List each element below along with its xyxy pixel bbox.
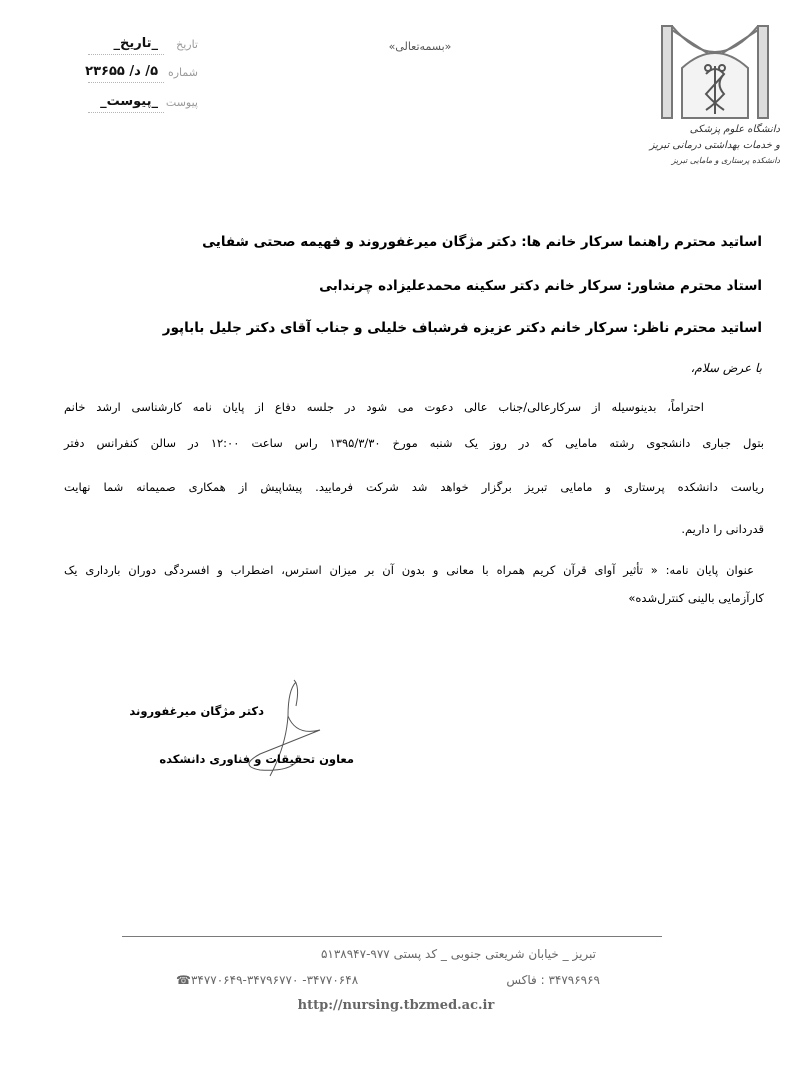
book-emblem-icon	[648, 18, 786, 128]
thesis-line: عنوان پایان نامه: « تأثیر آوای قرآن کریم همراه با معانی و بدون آن بر میزان استرس، اضطراب و افسردگی دوران بارداری یک	[64, 563, 754, 577]
body-line: قدردانی را داریم.	[681, 522, 764, 536]
footer-fax: ۳۴۷۹۶۹۶۹ : فاکس	[506, 973, 600, 987]
addressee-supervisors: اساتید محترم راهنما سرکار خانم ها: دکتر مژگان میرغفوروند و فهیمه صحتی شفایی	[202, 234, 762, 250]
footer-phones: ۳۴۷۷۰۶۴۸- ۳۴۷۷۰۶۴۹-۳۴۷۹۶۷۷۰	[190, 973, 359, 987]
signatory-name: دکتر مژگان میرغفوروند	[129, 704, 264, 718]
footer-address: تبریز _ خیابان شریعتی جنوبی _ کد پستی ۹۷۷-۵۱۳۸۹۴۷	[320, 947, 596, 961]
attachment-dotted-line	[88, 112, 164, 113]
addressee-examiners: اساتید محترم ناظر: سرکار خانم دکتر عزیزه فرشباف خلیلی و جناب آقای دکتر جلیل باباپور	[162, 320, 762, 336]
logo-text-line1: دانشگاه علوم پزشکی	[689, 124, 780, 135]
attachment-field	[88, 94, 198, 116]
logo-text-line2: و خدمات بهداشتی درمانی تبریز	[649, 140, 780, 151]
university-logo	[648, 18, 786, 168]
greeting: با عرض سلام،	[690, 361, 762, 375]
attachment-label: پیوست	[165, 96, 198, 109]
number-field	[85, 64, 198, 86]
thesis-line: کارآزمایی بالینی کنترل‌شده»	[628, 591, 764, 605]
attachment-value: _پیوست_	[100, 94, 158, 109]
number-label: شماره	[167, 66, 198, 79]
date-label: تاریخ	[176, 38, 198, 51]
handwritten-signature	[230, 676, 340, 784]
body-line: احتراماً، بدینوسیله از سرکارعالی/جناب عالی دعوت می شود در جلسه دفاع از پایان نامه کارشناسی ارشد خانم	[64, 400, 704, 414]
footer-phones-group	[176, 973, 358, 987]
letter-body	[64, 400, 764, 540]
logo-text-line3: دانشکده پرستاری و مامایی تبریز	[671, 156, 780, 165]
thesis-title	[64, 563, 764, 613]
phone-icon: ☎	[176, 973, 191, 987]
date-field	[88, 36, 198, 58]
website-link[interactable]: http://nursing.tbzmed.ac.ir	[297, 998, 495, 1013]
body-line: ریاست دانشکده پرستاری و مامایی تبریز برگزار خواهد شد شرکت فرمایید. پیشاپیش از همکاری صمیمانه شما نهایت	[64, 480, 764, 494]
addressee-advisor: استاد محترم مشاور: سرکار خانم دکتر سکینه محمدعلیزاده چرندابی	[319, 278, 762, 294]
number-dotted-line	[88, 82, 164, 83]
date-value: _تاریخ_	[113, 36, 158, 51]
footer-divider	[122, 936, 662, 937]
number-value: ۵/ د/ ۲۳۶۵۵	[85, 64, 158, 79]
body-line: بتول جباری دانشجوی رشته مامایی که در روز یک شنبه مورخ ۱۳۹۵/۳/۳۰ راس ساعت ۱۲:۰۰ در سالن کنفرانس دفتر	[64, 436, 765, 450]
bismillah-heading: «بسمه‌تعالی»	[388, 40, 452, 53]
date-dotted-line	[88, 54, 164, 55]
signatory-title: معاون تحقیقات و فناوری دانشکده	[159, 752, 354, 766]
